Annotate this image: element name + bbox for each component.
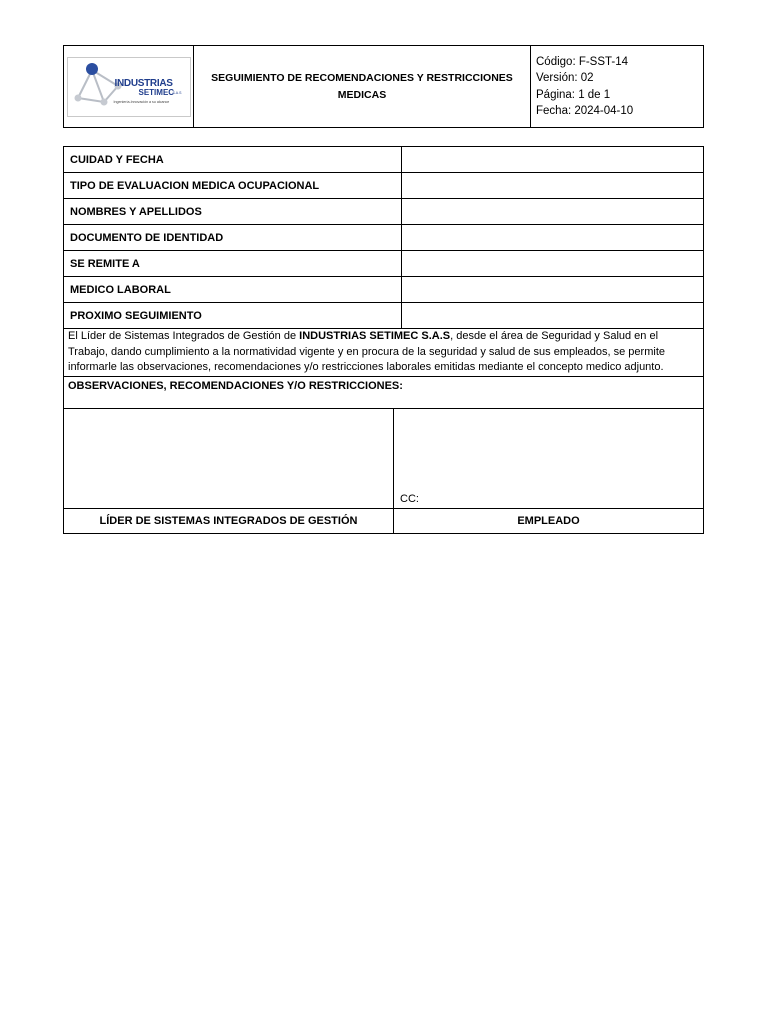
- header-table: [63, 45, 704, 128]
- form-sheet: [63, 45, 704, 534]
- version-text: Versión: 02: [536, 72, 594, 84]
- field-label-proximo-seguimiento: PROXIMO SEGUIMIENTO: [64, 303, 402, 329]
- date-text: Fecha: 2024-04-10: [536, 105, 634, 117]
- notice-paragraph: [64, 329, 704, 377]
- field-label-se-remite: SE REMITE A: [64, 251, 402, 277]
- field-value-ciudad-fecha[interactable]: [402, 147, 704, 173]
- logo-cell: [64, 46, 194, 128]
- notice-company: INDUSTRIAS SETIMEC S.A.S: [299, 330, 451, 342]
- document-meta: [531, 46, 704, 128]
- observations-label: OBSERVACIONES, RECOMENDACIONES Y/O RESTRICCIONES:: [68, 379, 403, 392]
- logo-suffix: S.A.S: [172, 90, 182, 95]
- logo-line1: INDUSTRIAS: [114, 77, 173, 89]
- code-text: Código: F-SST-14: [536, 55, 629, 68]
- signature-role-employee: EMPLEADO: [394, 508, 704, 533]
- field-label-nombres: NOMBRES Y APELLIDOS: [64, 199, 402, 225]
- notice-after: , desde el área de Seguridad y Salud en el Trabajo, dando cumplimiento a la normatividad vigente y en procura de la seguridad y salud de sus empleados, se permite informarle las observaciones, recomendaciones y/o restricciones laborales emitidas mediante el concepto medico adjunto.: [68, 330, 665, 373]
- signature-box-employee[interactable]: [394, 408, 704, 508]
- cc-label: CC:: [400, 492, 419, 505]
- field-label-medico-laboral: MEDICO LABORAL: [64, 277, 402, 303]
- field-value-se-remite[interactable]: [402, 251, 704, 277]
- signature-table: [63, 408, 704, 534]
- field-value-documento[interactable]: [402, 225, 704, 251]
- document-title: SEGUIMIENTO DE RECOMENDACIONES Y RESTRICCIONES MEDICAS: [194, 46, 531, 128]
- page-text: Página: 1 de 1: [536, 88, 611, 101]
- field-value-nombres[interactable]: [402, 199, 704, 225]
- logo-line2: SETIMEC: [138, 87, 175, 97]
- field-value-medico-laboral[interactable]: [402, 277, 704, 303]
- field-label-ciudad-fecha: CUIDAD Y FECHA: [64, 147, 402, 173]
- company-logo: [67, 57, 191, 117]
- field-label-tipo-evaluacion: TIPO DE EVALUACION MEDICA OCUPACIONAL: [64, 173, 402, 199]
- field-label-documento: DOCUMENTO DE IDENTIDAD: [64, 225, 402, 251]
- signature-role-leader: LÍDER DE SISTEMAS INTEGRADOS DE GESTIÓN: [64, 508, 394, 533]
- notice-before: El Líder de Sistemas Integrados de Gestión de: [68, 330, 300, 342]
- observations-box[interactable]: [64, 376, 704, 408]
- signature-box-leader[interactable]: [64, 408, 394, 508]
- fields-table: [63, 146, 704, 409]
- field-value-proximo-seguimiento[interactable]: [402, 303, 704, 329]
- field-value-tipo-evaluacion[interactable]: [402, 173, 704, 199]
- logo-tagline: Ingeniería-Innovación a su alcance: [113, 99, 170, 104]
